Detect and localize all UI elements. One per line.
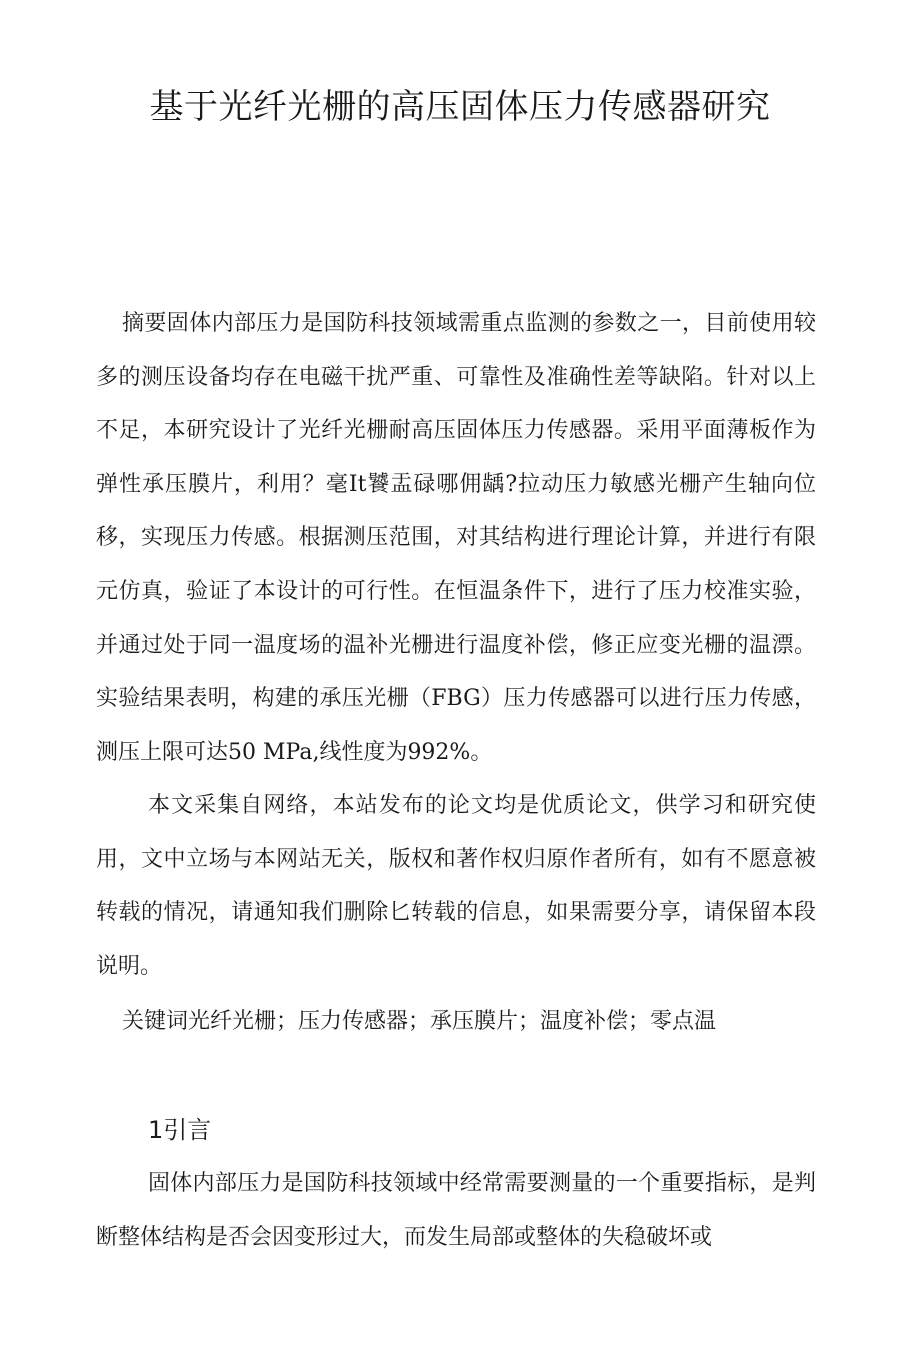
document-title: 基于光纤光栅的高压固体压力传感器研究: [149, 87, 771, 127]
introduction-paragraph: 固体内部压力是国防科技领域中经常需要测量的一个重要指标，是判断整体结构是否会因变形过大，而发生局部或整体的失稳破坏或: [96, 1171, 816, 1250]
keywords-line: 关键词光纤光栅；压力传感器；承压膜片；温度补偿；零点温: [122, 1009, 717, 1034]
section-heading-introduction: 1引言: [148, 1116, 212, 1144]
abstract-paragraph: 摘要固体内部压力是国防科技领域需重点监测的参数之一，目前使用较多的测压设备均存在电磁干扰严重、可靠性及准确性差等缺陷。针对以上不足，本研究设计了光纤光栅耐高压固体压力传感器。采用平面薄板作为弹性承压膜片，利用？毫It饕盂碌哪佣龋?拉动压力敏感光栅产生轴向位移，实现压力传感。根据测压范围，对其结构进行理论计算，并进行有限元仿真，验证了本设计的可行性。在恒温条件下，进行了压力校准实验，并通过处于同一温度场的温补光栅进行温度补偿，修正应变光栅的温漂。实验结果表明，构建的承压光栅（FBG）压力传感器可以进行压力传感，测压上限可达50 MPa,线性度为992%。: [96, 311, 816, 765]
copyright-notice-paragraph: 本文采集自网络，本站发布的论文均是优质论文，供学习和研究使用，文中立场与本网站无关，版权和著作权归原作者所有，如有不愿意被转载的情况，请通知我们删除匕转载的信息，如果需要分享，请保留本段说明。: [96, 793, 816, 979]
